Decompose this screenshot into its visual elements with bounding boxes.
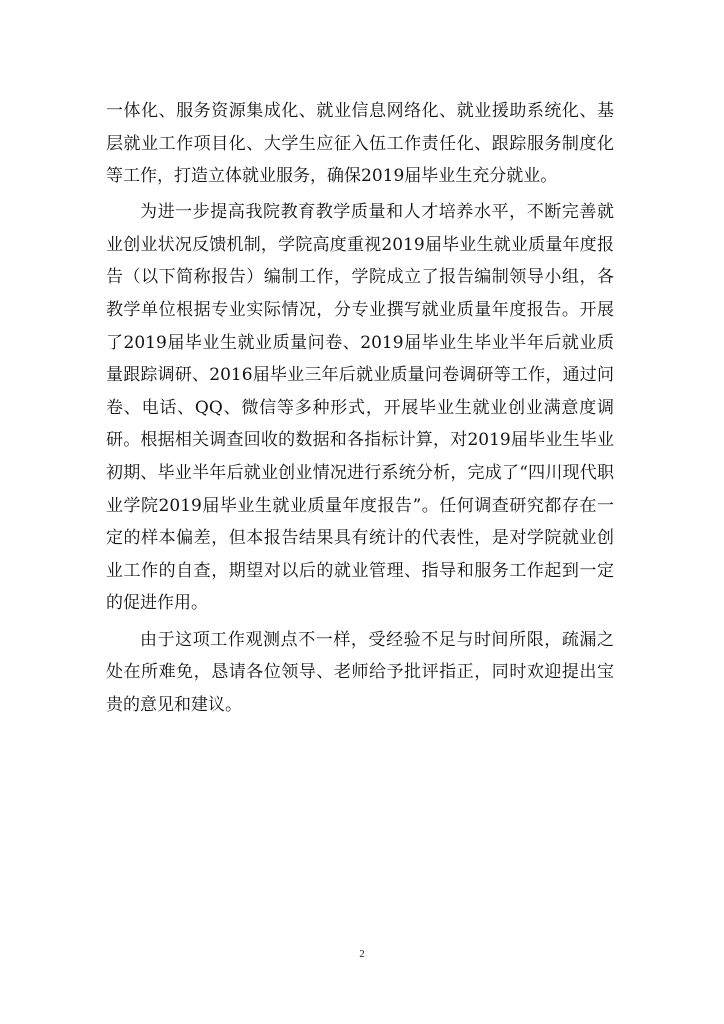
paragraph-closing-remarks: 由于这项工作观测点不一样，受经验不足与时间所限，疏漏之处在所难免，恳请各位领导、老师给予批评指正，同时欢迎提出宝贵的意见和建议。 — [106, 629, 614, 715]
page-number: 2 — [359, 948, 365, 960]
paragraph-continuation: 一体化、服务资源集成化、就业信息网络化、就业援助系统化、基层就业工作项目化、大学生应征入伍工作责任化、跟踪服务制度化等工作，打造立体就业服务，确保2019届毕业生充分就业。 — [106, 101, 614, 187]
paragraph-report-preparation: 为进一步提高我院教育教学质量和人才培养水平，不断完善就业创业状况反馈机制，学院高度重视2019届毕业生就业质量年度报告（以下简称报告）编制工作，学院成立了报告编制领导小组，各教学单位根据专业实际情况，分专业撰写就业质量年度报告。开展了2019届毕业生就业质量问卷、2019届毕业生毕业半年后就业质量跟踪调研、2016届毕业三年后就业质量问卷调研等工作，通过问卷、电话、QQ、微信等多种形式，开展毕业生就业创业满意度调研。根据相关调查回收的数据和各指标计算，对2019届毕业生毕业初期、毕业半年后就业创业情况进行系统分析，完成了“四川现代职业学院2019届毕业生就业质量年度报告”。任何调查研究都存在一定的样本偏差，但本报告结果具有统计的代表性，是对学院就业创业工作的自查，期望对以后的就业管理、指导和服务工作起到一定的促进作用。 — [106, 202, 614, 614]
page-body — [106, 95, 614, 721]
